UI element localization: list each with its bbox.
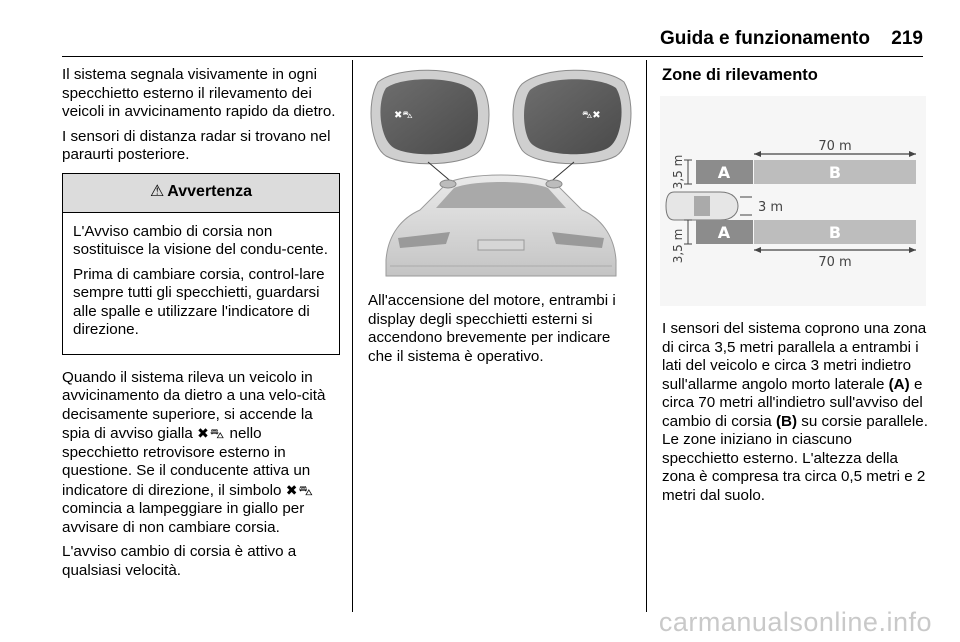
zone-b-bottom-label: B: [828, 223, 842, 242]
top-distance-label: 70 m: [818, 139, 852, 154]
warning-paragraph-1: L'Avviso cambio di corsia non sostituisce la visione del condu-cente.: [73, 222, 328, 258]
detection-zones-diagram: [660, 96, 926, 306]
zone-b-top-label: B: [828, 163, 842, 182]
speed-paragraph: L'avviso cambio di corsia è attivo a qualsiasi velocità.: [62, 543, 297, 579]
mirror-left-warning-icon: ✖⛍: [394, 110, 413, 121]
column-1: [62, 66, 340, 586]
watermark: carmanualsonline.info: [658, 607, 932, 637]
zones-paragraph: I sensori del sistema coprono una zona di circa 3,5 metri parallela a entrambi i lati del veicolo e circa 3 metri indietro sull'allarme angolo morto laterale (A) e circa 70 metri all'indietro sull'avviso del cambio di corsia (B) su corsie parallele. Le zone iniziano in ciascuno specchietto esterno. L'altezza della zona è compresa tra circa 0,5 metri e 2 metri dal suolo.: [662, 320, 928, 504]
chapter-title: Guida e funzionamento: [659, 28, 870, 49]
lane-warning-icon: ✖⛍: [197, 425, 226, 441]
intro-paragraph: Il sistema segnala visivamente in ogni specchietto esterno il rilevamento dei veicoli in avvicinamento rapido da dietro.: [62, 66, 336, 120]
column-divider-1: [352, 60, 353, 612]
warning-triangle-icon: ⚠: [149, 183, 165, 201]
mirrors-car-illustration: [368, 62, 634, 280]
bottom-width-label: 3,5 m: [671, 228, 685, 264]
gap-distance-label: 3 m: [758, 200, 784, 215]
column-2: [368, 292, 634, 372]
warning-body: [63, 213, 339, 354]
mirror-right-warning-icon: ⛍✖: [582, 110, 601, 121]
section-heading: Zone di rilevamento: [662, 66, 818, 84]
zone-a-ref: (A): [888, 375, 910, 393]
page-header: [0, 0, 960, 60]
bottom-distance-label: 70 m: [818, 255, 852, 270]
zone-b-ref: (B): [775, 412, 798, 430]
column-3-text: [662, 320, 928, 511]
warning-title: Avvertenza: [167, 183, 253, 201]
lane-warning-icon: ✖⛍: [285, 481, 314, 498]
warning-box: [62, 173, 340, 355]
header-rule: [62, 56, 923, 57]
zone-a-top-label: A: [717, 163, 731, 182]
top-width-label: 3,5 m: [671, 154, 685, 190]
figure-caption: All'accensione del motore, entrambi i display degli specchietti esterni si accendono brevemente per indicare che il sistema è operativo.: [368, 292, 616, 365]
zone-a-bottom-label: A: [717, 223, 731, 242]
sensor-paragraph: I sensori di distanza radar si trovano nel paraurti posteriore.: [62, 127, 331, 163]
column-divider-2: [646, 60, 647, 612]
warning-header: [63, 174, 339, 213]
page-number: 219: [891, 28, 923, 49]
detection-paragraph: Quando il sistema rileva un veicolo in avvicinamento da dietro a una velo-cità decisamente superiore, si accende la spia di avviso gialla ✖⛍ nello specchietto retrovisore esterno in questione. Se il conducente attiva un indicatore di direzione, il simbolo ✖⛍ comincia a lampeggiare in giallo per avvisare di non cambiare corsia.: [62, 368, 326, 536]
warning-paragraph-2: Prima di cambiare corsia, control-lare sempre tutti gli specchietti, guardarsi alle spalle e utilizzare l'indicatore di direzione.: [73, 265, 325, 338]
